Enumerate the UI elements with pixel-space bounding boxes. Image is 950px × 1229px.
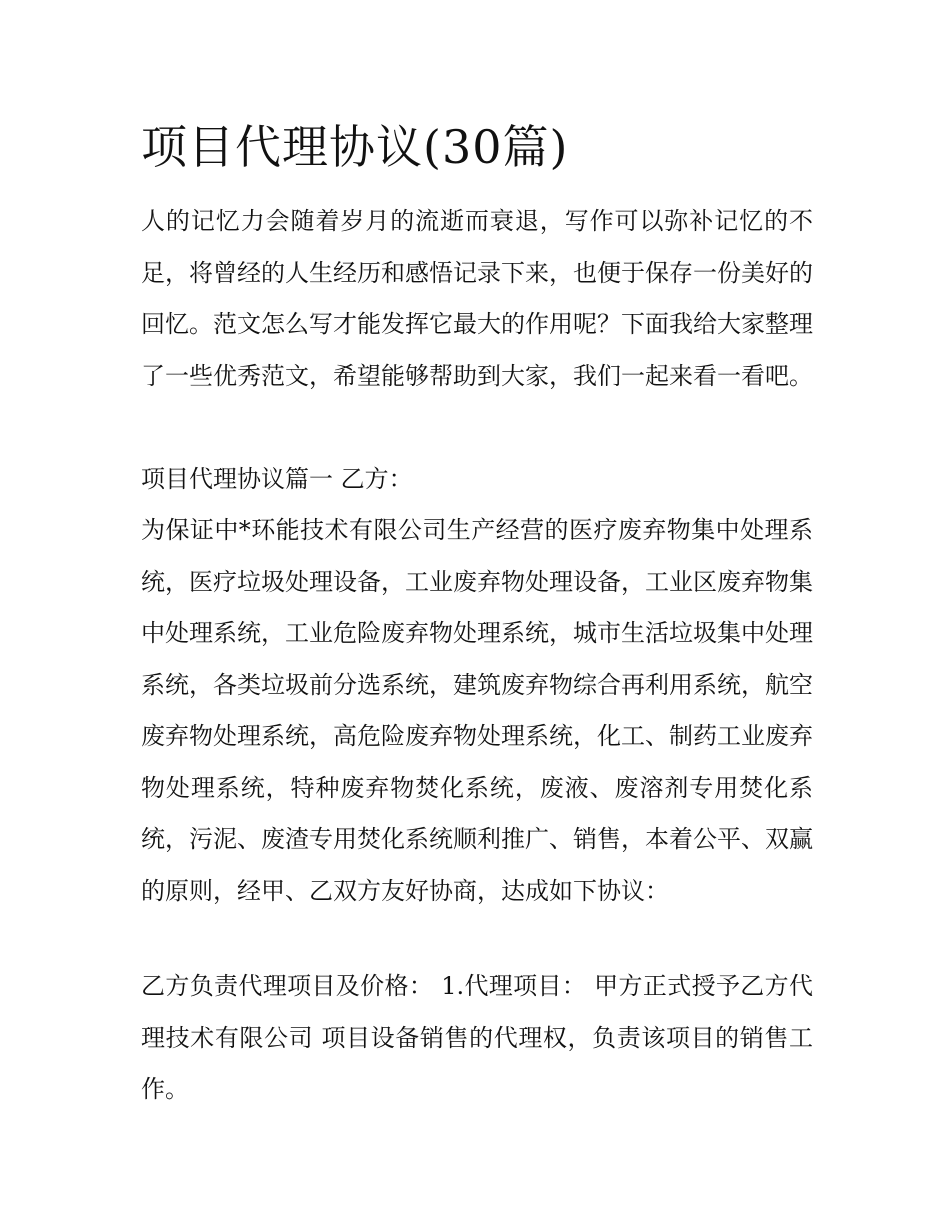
intro-paragraph: 人的记忆力会随着岁月的流逝而衰退，写作可以弥补记忆的不足，将曾经的人生经历和感悟记录下来，也便于保存一份美好的回忆。范文怎么写才能发挥它最大的作用呢？下面我给大家整理了一些优秀范文，希望能够帮助到大家，我们一起来看一看吧。 bbox=[141, 207, 813, 390]
document-title: 项目代理协议(30篇) bbox=[141, 120, 569, 174]
agency-terms-paragraph: 乙方负责代理项目及价格： 1.代理项目： 甲方正式授予乙方代理技术有限公司 项目设备销售的代理权，负责该项目的销售工作。 bbox=[141, 972, 813, 1103]
section-heading-paragraph: 项目代理协议篇一 乙方： bbox=[141, 465, 413, 493]
purpose-paragraph: 为保证中*环能技术有限公司生产经营的医疗废弃物集中处理系统，医疗垃圾处理设备，工业废弃物处理设备，工业区废弃物集中处理系统，工业危险废弃物处理系统，城市生活垃圾集中处理系统，各类垃圾前分选系统，建筑废弃物综合再利用系统，航空废弃物处理系统，高危险废弃物处理系统，化工、制药工业废弃物处理系统，特种废弃物焚化系统，废液、废溶剂专用焚化系统，污泥、废渣专用焚化系统顺利推广、销售，本着公平、双赢的原则，经甲、乙双方友好协商，达成如下协议： bbox=[141, 516, 813, 905]
